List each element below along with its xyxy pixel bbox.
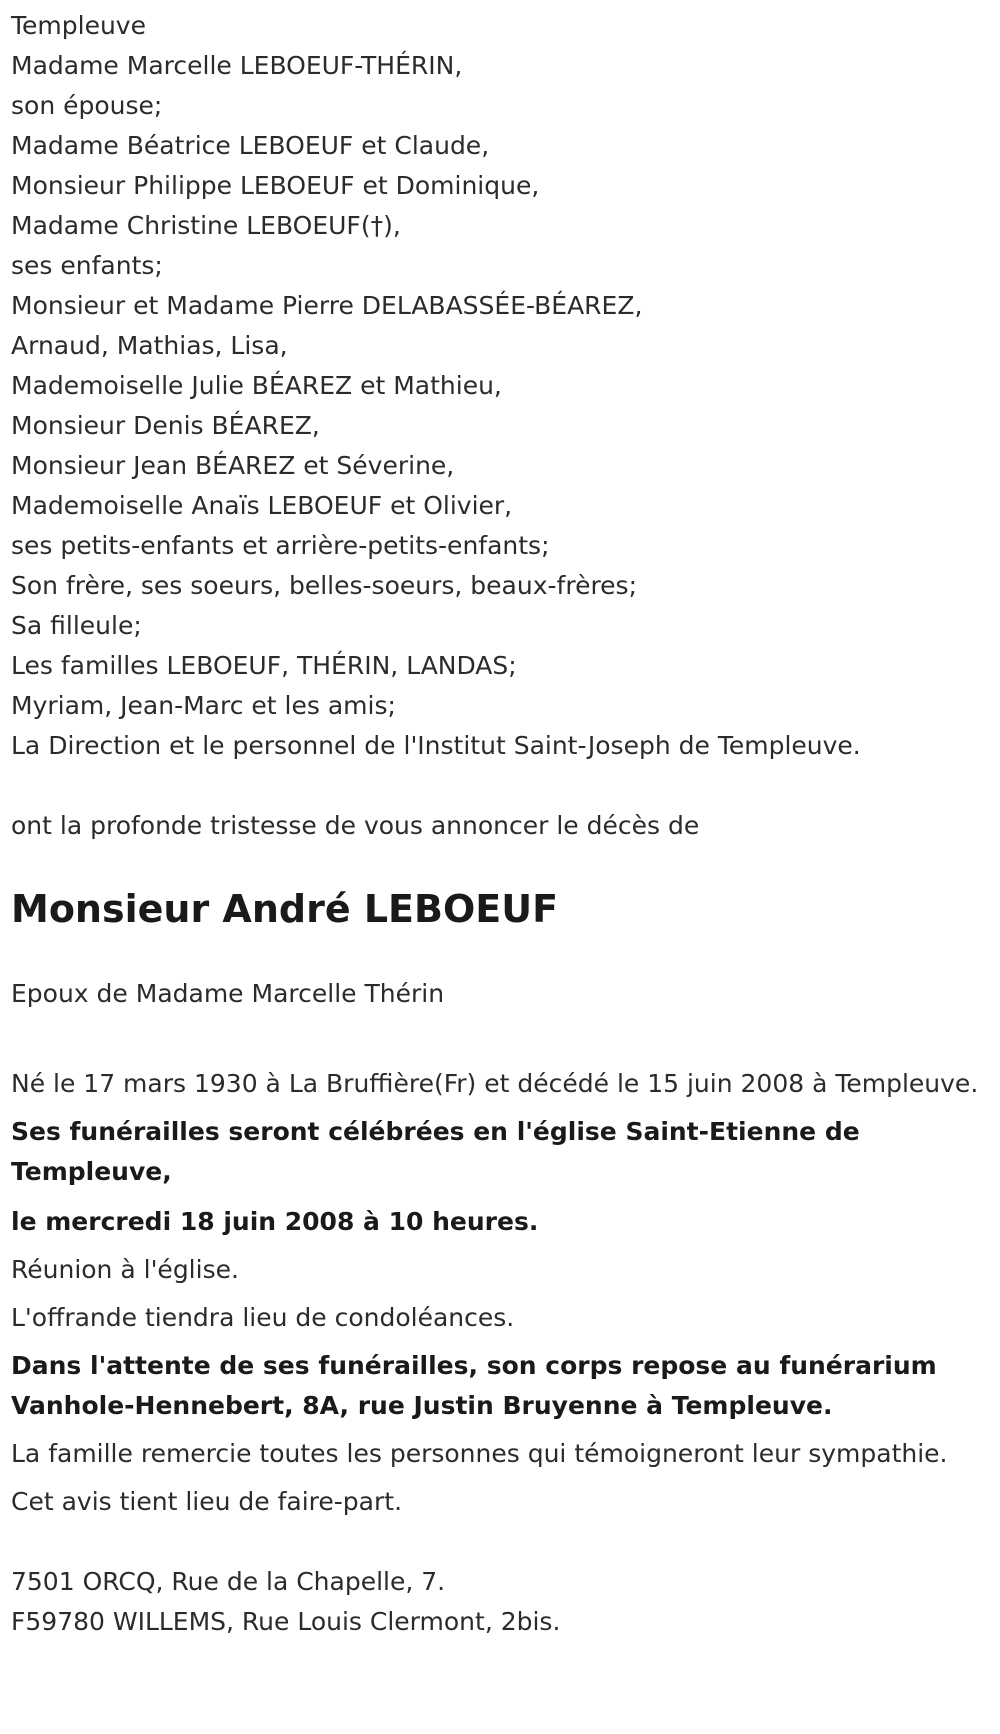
family-line: ses enfants; xyxy=(11,251,163,280)
family-line: Les familles LEBOEUF, THÉRIN, LANDAS; xyxy=(11,651,517,680)
family-line: Madame Marcelle LEBOEUF-THÉRIN, xyxy=(11,51,463,80)
family-list xyxy=(11,6,1000,766)
family-line: La Direction et le personnel de l'Institut Saint-Joseph de Templeuve. xyxy=(11,731,861,760)
spacer xyxy=(11,766,1000,806)
family-line: Templeuve xyxy=(11,11,146,40)
family-line: Mademoiselle Julie BÉAREZ et Mathieu, xyxy=(11,371,502,400)
spacer xyxy=(11,1522,1000,1562)
family-line: Monsieur et Madame Pierre DELABASSÉE-BÉAREZ, xyxy=(11,291,643,320)
family-line: Arnaud, Mathias, Lisa, xyxy=(11,331,288,360)
family-line: Mademoiselle Anaïs LEBOEUF et Olivier, xyxy=(11,491,513,520)
offering-text: L'offrande tiendra lieu de condoléances. xyxy=(11,1303,515,1332)
announcement-text: ont la profonde tristesse de vous annoncer le décès de xyxy=(11,811,700,840)
address-block xyxy=(11,1562,1000,1642)
address-line: F59780 WILLEMS, Rue Louis Clermont, 2bis. xyxy=(11,1607,561,1636)
family-line: Son frère, ses soeurs, belles-soeurs, beaux-frères; xyxy=(11,571,638,600)
notice-text: Cet avis tient lieu de faire-part. xyxy=(11,1487,403,1516)
spouse-line: Epoux de Madame Marcelle Thérin xyxy=(11,979,445,1008)
repose-text: Dans l'attente de ses funérailles, son corps repose au funérarium Vanhole-Hennebert, 8A, rue Justin Bruyenne à Templeuve. xyxy=(11,1351,937,1420)
family-line: Monsieur Jean BÉAREZ et Séverine, xyxy=(11,451,455,480)
family-line: son épouse; xyxy=(11,91,163,120)
family-line: ses petits-enfants et arrière-petits-enfants; xyxy=(11,531,550,560)
funeral-date-text: le mercredi 18 juin 2008 à 10 heures. xyxy=(11,1207,539,1236)
thanks-text: La famille remercie toutes les personnes qui témoigneront leur sympathie. xyxy=(11,1439,948,1468)
family-line: Myriam, Jean-Marc et les amis; xyxy=(11,691,396,720)
deceased-name-heading: Monsieur André LEBOEUF xyxy=(11,887,559,931)
birth-death-text: Né le 17 mars 1930 à La Bruffière(Fr) et décédé le 15 juin 2008 à Templeuve. xyxy=(11,1069,979,1098)
family-line: Sa filleule; xyxy=(11,611,142,640)
meeting-text: Réunion à l'église. xyxy=(11,1255,239,1284)
family-line: Monsieur Denis BÉAREZ, xyxy=(11,411,320,440)
family-line: Madame Béatrice LEBOEUF et Claude, xyxy=(11,131,490,160)
funeral-place-text: Ses funérailles seront célébrées en l'église Saint-Etienne de Templeuve, xyxy=(11,1117,860,1186)
family-line: Madame Christine LEBOEUF(†), xyxy=(11,211,401,240)
address-line: 7501 ORCQ, Rue de la Chapelle, 7. xyxy=(11,1567,446,1596)
family-line: Monsieur Philippe LEBOEUF et Dominique, xyxy=(11,171,540,200)
